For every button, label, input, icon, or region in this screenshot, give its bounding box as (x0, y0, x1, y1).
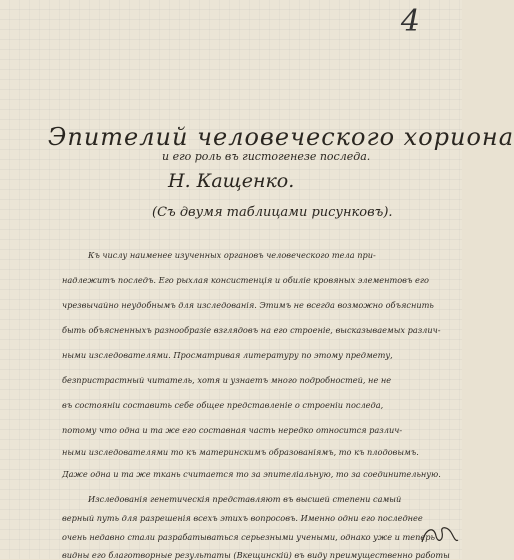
body-line: въ состояніи составить себе общее представленіе о строеніи последа, (62, 400, 384, 410)
body-line: надлежитъ последъ. Его рыхлая консистенція и обиліе кровяных элементовъ его (62, 275, 429, 285)
author-name: Н. Кащенко. (168, 170, 295, 192)
article-subtitle: и его роль въ гистогенезе последа. (162, 150, 371, 163)
body-line: Даже одна и та же ткань считается то за эпителіальную, то за соединительную. (62, 469, 441, 479)
figures-note: (Съ двумя таблицами рисунковъ). (152, 205, 393, 220)
body-line: чрезвычайно неудобнымъ для изследованія. Этимъ не всегда возможно объяснить (62, 300, 434, 310)
body-line: очень недавно стали разрабатываться серьезными учеными, однако уже и теперь (62, 532, 435, 542)
body-line: ными изследователями. Просматривая литературу по этому предмету, (62, 350, 393, 360)
body-line: видны его благотворные результаты (Вкещинскiй) въ виду преимущественно работы (62, 550, 450, 560)
body-line: Къ числу наименее изученных органовъ человеческого тела при- (88, 250, 376, 260)
handwritten-signature (418, 520, 460, 550)
body-line: безпристрастный читатель, хотя и узнаетъ много подробностей, не не (62, 375, 392, 385)
body-line: потому что одна и та же его составная часть нередко относится различ- (62, 425, 403, 435)
body-line: Изследованія генетическія представляют въ высшей степени самый (88, 494, 402, 504)
article-title: Эпителий человеческого хориона (48, 123, 514, 151)
page-number: 4 (400, 4, 420, 39)
body-line: быть объясненныхъ разнообразіе взглядовъ на его строеніе, высказываемых различ- (62, 325, 441, 335)
body-line: верный путь для разрешенія всехъ этихъ вопросовъ. Именно одни его последнее (62, 513, 423, 523)
body-line: ными изследователями то къ материнскимъ образованіямъ, то къ плодовымъ. (62, 447, 419, 457)
